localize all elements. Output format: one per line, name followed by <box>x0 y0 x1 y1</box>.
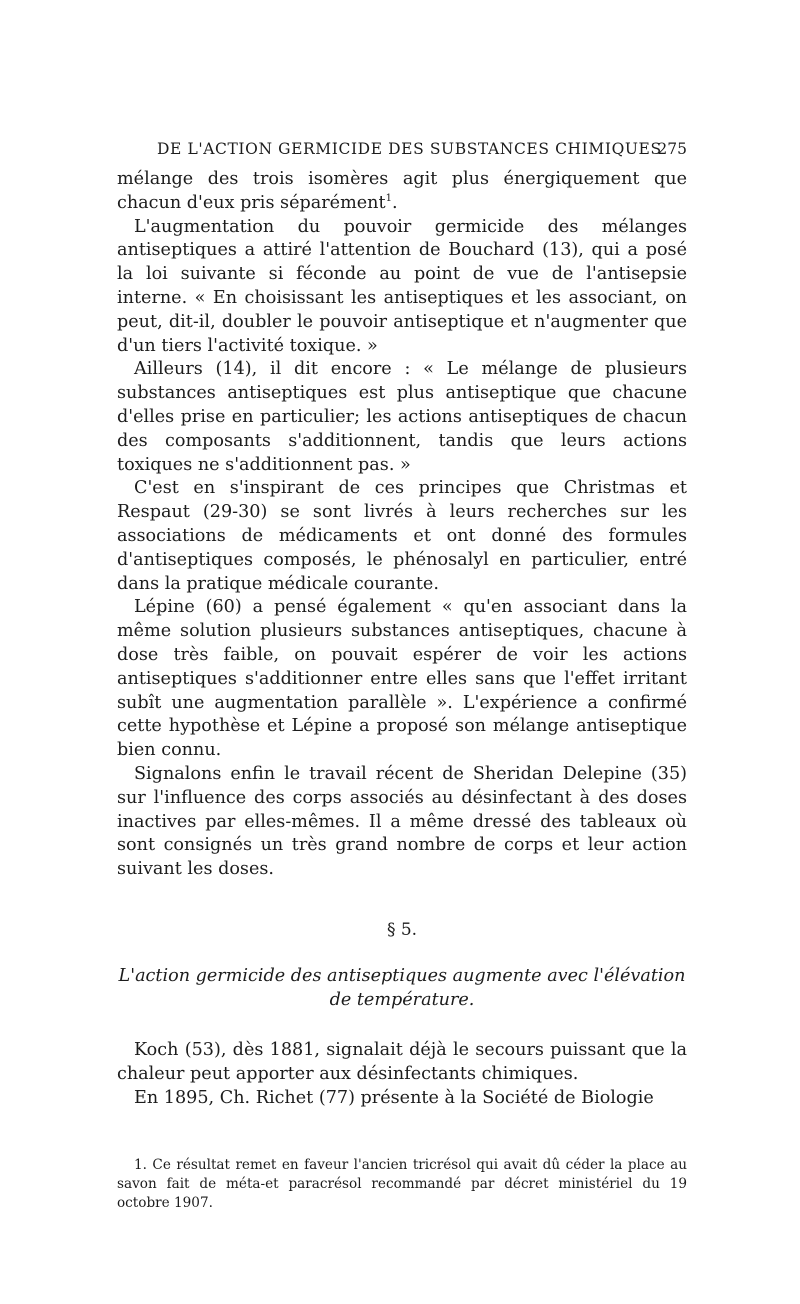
section-number: § 5. <box>386 919 418 940</box>
section-title-line: de température. <box>329 989 475 1010</box>
footnote-reference: 1 <box>385 192 392 204</box>
paragraph: Koch (53), dès 1881, signalait déjà le secours puissant que la chaleur peut apporter aux désinfectants chimiques. <box>117 1039 687 1084</box>
paragraph: Signalons enfin le travail récent de Sheridan Delepine (35) sur l'influence des corps associés au désinfectant à des doses inactives par elles-mêmes. Il a même dressé des tableaux où sont consignés un très grand nombre de corps et leur action suivant les doses. <box>117 763 687 880</box>
footnote: 1. Ce résultat remet en faveur l'ancien tricrésol qui avait dû céder la place au savon fait de méta-et paracrésol recommandé par décret ministériel du 19 octobre 1907. <box>117 1157 687 1212</box>
running-head-title: DE L'ACTION GERMICIDE DES SUBSTANCES CHIMIQUES <box>157 140 662 158</box>
book-page <box>117 140 687 1213</box>
paragraph: L'augmentation du pouvoir germicide des mélanges antiseptiques a attiré l'attention de Bouchard (13), qui a posé la loi suivante si féconde au point de vue de l'antisepsie interne. « En choisissant les antiseptiques et les associant, on peut, dit-il, doubler le pouvoir antiseptique et n'augmenter que d'un tiers l'activité toxique. » <box>117 216 687 356</box>
section-title <box>117 964 687 1012</box>
section-title-line: L'action germicide des antiseptiques augmente avec l'élévation <box>118 965 686 986</box>
paragraph: En 1895, Ch. Richet (77) présente à la Société de Biologie <box>134 1087 654 1108</box>
page-number: 275 <box>657 140 687 158</box>
paragraph: mélange des trois isomères agit plus énergiquement que chacun d'eux pris séparément$^1$. <box>117 169 687 213</box>
paragraph: C'est en s'inspirant de ces principes que Christmas et Respaut (29-30) se sont livrés à leurs recherches sur les associations de médicaments et ont donné des formules d'antiseptiques composés, le phénosalyl en particulier, entré dans la pratique médicale courante. <box>117 478 687 594</box>
running-head <box>117 140 687 168</box>
paragraph: Ailleurs (14), il dit encore : « Le mélange de plusieurs substances antiseptiques est plus antiseptique que chacune d'elles prise en particulier; les actions antiseptiques de chacun des composants s'additionnent, tandis que leurs actions toxiques ne s'additionnent pas. » <box>117 359 687 475</box>
paragraph: Lépine (60) a pensé également « qu'en associant dans la même solution plusieurs substances antiseptiques, chacune à dose très faible, on pouvait espérer de voir les actions antiseptiques s'additionner entre elles sans que l'effet irritant subît une augmentation parallèle ». L'expérience a confirmé cette hypothèse et Lépine a proposé son mélange antiseptique bien connu. <box>117 597 687 761</box>
main-text <box>117 168 687 1110</box>
